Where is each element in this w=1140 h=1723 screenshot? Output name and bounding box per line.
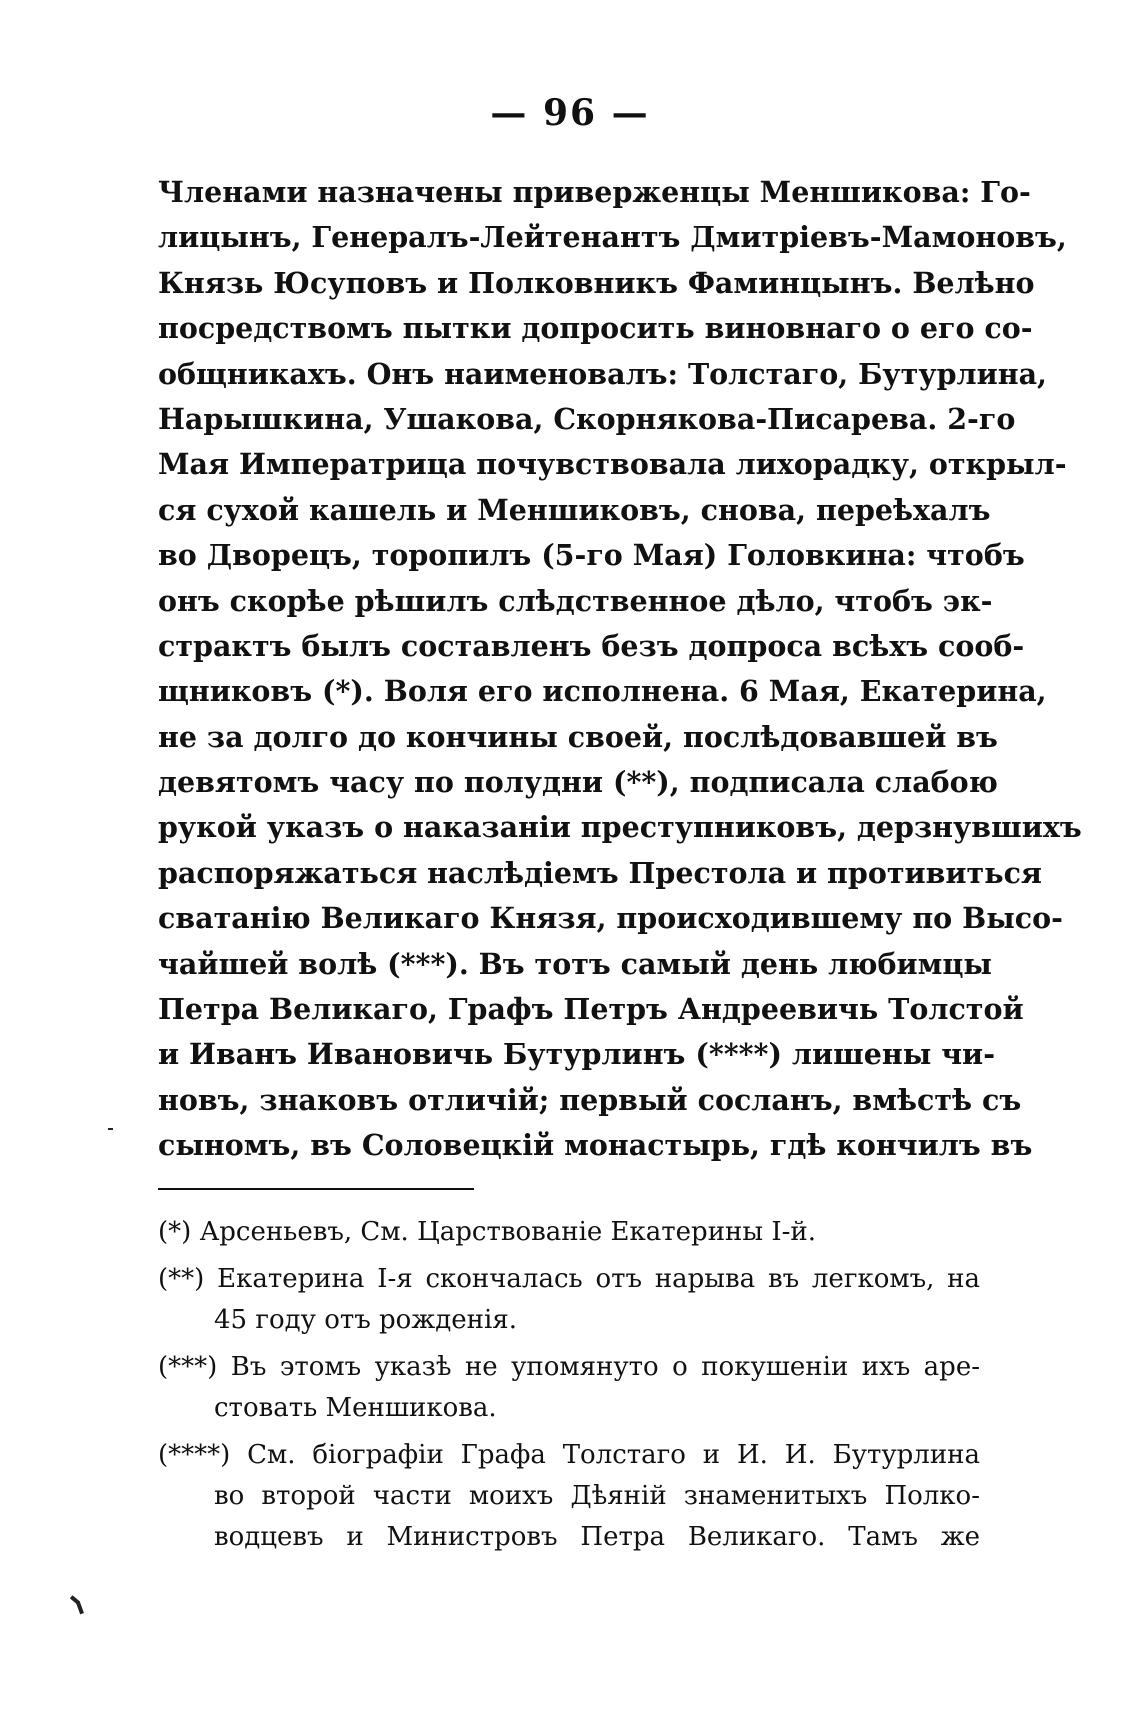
text-line: девятомъ часу по полудни (**), подписала слабою (158, 765, 998, 800)
footnote-1 (158, 1212, 980, 1253)
text-line: ся сухой кашель и Меншиковъ, снова, переѣхалъ (158, 492, 991, 527)
footnote-3 (158, 1347, 980, 1429)
footnote-text: Арсеньевъ, См. Царствованіе Екатерины I-й. (199, 1217, 816, 1247)
text-line: Мая Императрица почувствовала лихорадку, открыл- (158, 447, 1067, 482)
footnote-line (158, 1212, 980, 1253)
text-line: распоряжаться наслѣдіемъ Престола и противиться (158, 855, 1042, 890)
footnotes (158, 1212, 980, 1558)
footnote-marker: (*) (158, 1217, 192, 1247)
footnote-line: 45 году отъ рожденія. (214, 1305, 517, 1335)
text-line: Нарышкина, Ушакова, Скорнякова-Писарева. 2-го (158, 401, 1016, 436)
footnote-line: во второй части моихъ Дѣяній знаменитыхъ Полко- (214, 1481, 980, 1511)
text-line: Петра Великаго, Графъ Петръ Андреевичь Толстой (158, 992, 1024, 1027)
footnote-line: стовать Меншикова. (214, 1393, 497, 1423)
text-line: общникахъ. Онъ наименовалъ: Толстаго, Бутурлина, (158, 356, 1047, 391)
text-line: и Иванъ Ивановичь Бутурлинъ (****) лишены чи- (158, 1037, 996, 1072)
footnote-marker: (**) (158, 1264, 205, 1294)
footnote-4 (158, 1435, 980, 1558)
text-line: не за долго до кончины своей, послѣдовавшей въ (158, 719, 998, 754)
footnote-marker: (****) (158, 1440, 231, 1470)
text-line: сыномъ, въ Соловецкій монастырь, гдѣ кончилъ въ (158, 1128, 1033, 1163)
footnote-line (158, 1435, 980, 1476)
footnote-text: Въ этомъ указѣ не упомянуто о покушеніи ихъ аре- (230, 1352, 980, 1382)
footnote-2 (158, 1259, 980, 1341)
footnote-text: См. біографіи Графа Толстаго и И. И. Бутурлина (247, 1440, 980, 1470)
text-line: новъ, знаковъ отличій; первый сосланъ, вмѣстѣ съ (158, 1082, 1022, 1117)
text-line: щниковъ (*). Воля его исполнена. 6 Мая, Екатерина, (158, 674, 1047, 709)
text-line: посредствомъ пытки допросить виновнаго о его со- (158, 311, 1033, 346)
main-text (158, 170, 1082, 1169)
text-line: лицынъ, Генералъ-Лейтенантъ Дмитріевъ-Мамоновъ, (158, 220, 1067, 255)
text-line: чайшей волѣ (***). Въ тотъ самый день любимцы (158, 946, 992, 981)
text-line: во Дворецъ, торопилъ (5-го Мая) Головкина: чтобъ (158, 538, 1025, 573)
page-number: — 96 — (490, 92, 650, 134)
footnote-marker: (***) (158, 1352, 218, 1382)
footnote-line (158, 1259, 980, 1300)
text-line: Князь Юсуповъ и Полковникъ Фаминцынъ. Велѣно (158, 265, 1035, 300)
text-line: сватанію Великаго Князя, происходившему по Высо- (158, 901, 1063, 936)
text-line: рукой указъ о наказаніи преступниковъ, дерзнувшихъ (158, 810, 1082, 845)
footnote-text: Екатерина I-я скончалась отъ нарыва въ легкомъ, на (217, 1264, 980, 1294)
scan-speck (76, 1602, 84, 1615)
footnote-separator (158, 1188, 474, 1190)
text-line: Членами назначены приверженцы Меншикова: Го- (158, 175, 1031, 209)
scan-speck (108, 1128, 113, 1130)
footnote-line (158, 1347, 980, 1388)
footnote-line: водцевъ и Министровъ Петра Великаго. Тамъ же (214, 1522, 980, 1552)
text-line: онъ скорѣе рѣшилъ слѣдственное дѣло, чтобъ эк- (158, 583, 993, 618)
text-line: страктъ былъ составленъ безъ допроса всѣхъ сооб- (158, 628, 1025, 663)
